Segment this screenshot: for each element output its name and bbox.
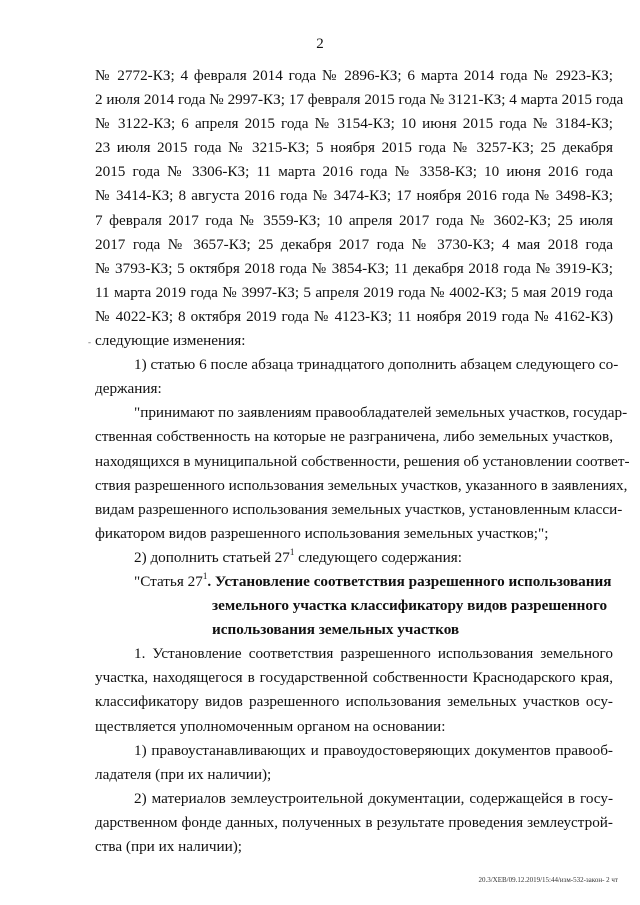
article-title-line: использования земельных участков <box>212 621 460 639</box>
text-line: 7 февраля 2017 года № 3559-КЗ; 10 апреля 2017 года № 3602-КЗ; 25 июля <box>95 211 613 229</box>
text-line: 2015 года № 3306-КЗ; 11 марта 2016 года № 3358-КЗ; 10 июня 2016 года <box>95 163 613 181</box>
quote-line: "принимают по заявлениям правообладателей земельных участков, государ- <box>134 404 628 422</box>
text-line: 1) статью 6 после абзаца тринадцатого дополнить абзацем следующего со- <box>134 356 619 374</box>
superscript: 1 <box>289 546 295 557</box>
text-line: № 4022-КЗ; 8 октября 2019 года № 4123-КЗ; 11 ноября 2019 года № 4162-КЗ) <box>95 307 613 325</box>
text-line <box>95 546 613 570</box>
text-line: участка, находящегося в государственной собственности Краснодарского края, <box>95 669 613 687</box>
text-fragment: следующего содержания: <box>298 548 462 566</box>
text-line: ства (при их наличии); <box>95 838 242 855</box>
text-line: № 2772-КЗ; 4 февраля 2014 года № 2896-КЗ; 6 марта 2014 года № 2923-КЗ; <box>95 67 613 84</box>
article-title-line: земельного участка классификатору видов разрешенного <box>212 597 608 615</box>
text-line: 11 марта 2019 года № 3997-КЗ; 5 апреля 2019 года № 4002-КЗ; 5 мая 2019 года <box>95 283 613 301</box>
text-line: № 3122-КЗ; 6 апреля 2015 года № 3154-КЗ; 10 июня 2015 года № 3184-КЗ; <box>95 115 613 133</box>
text-fragment: 2) дополнить статьей 27 <box>134 548 290 566</box>
quote-line: ствия разрешенного использования земельных участков, указанного в заявлениях, <box>95 476 628 494</box>
text-line: 1. Установление соответствия разрешенного использования земельного <box>134 645 613 663</box>
page-number: 2 <box>316 36 324 52</box>
quote-line: видам разрешенного использования земельных участков, установленным класси- <box>95 500 623 518</box>
text-line: № 3414-КЗ; 8 августа 2016 года № 3474-КЗ; 17 ноября 2016 года № 3498-КЗ; <box>95 187 613 205</box>
text-line: № 3793-КЗ; 5 октября 2018 года № 3854-КЗ; 11 декабря 2018 года № 3919-КЗ; <box>95 259 613 277</box>
article-heading <box>95 570 613 594</box>
text-line: 2) материалов землеустроительной документации, содержащейся в госу- <box>134 789 613 807</box>
text-line: ществляется уполномоченным органом на основании: <box>95 717 446 735</box>
quote-line: находящихся в муниципальной собственности, решения об установлении соответ- <box>95 452 630 470</box>
text-line: 2 июля 2014 года № 2997-КЗ; 17 февраля 2015 года № 3121-КЗ; 4 марта 2015 года <box>95 91 624 109</box>
text-line: дарственном фонде данных, полученных в результате проведения землеустрой- <box>95 813 613 831</box>
document-body <box>95 64 630 859</box>
quote-line: ственная собственность на которые не разграничена, либо земельных участков, <box>95 428 613 446</box>
footer-code: 20.3/ХЕВ/09.12.2019/15:44/изм-532-закон- 2 чт <box>478 876 618 884</box>
text-line: 1) правоустанавливающих и правоудостоверяющих документов правооб- <box>134 741 613 759</box>
text-line: следующие изменения: <box>95 332 246 350</box>
superscript: 1 <box>202 570 208 581</box>
text-line: классификатору видов разрешенного использования земельных участков осу- <box>95 693 613 711</box>
text-line: 23 июля 2015 года № 3215-КЗ; 5 ноября 2015 года № 3257-КЗ; 25 декабря <box>95 139 613 157</box>
text-line: ладателя (при их наличии); <box>95 765 272 783</box>
quote-line: фикатором видов разрешенного использования земельных участков;"; <box>95 524 549 542</box>
article-title-start: . Установление соответствия разрешенного использования <box>207 572 612 590</box>
article-label: "Статья 27 <box>134 572 203 590</box>
text-line: 2017 года № 3657-КЗ; 25 декабря 2017 года № 3730-КЗ; 4 мая 2018 года <box>95 235 613 253</box>
margin-mark: - <box>88 337 91 347</box>
text-line: держания: <box>95 380 162 398</box>
